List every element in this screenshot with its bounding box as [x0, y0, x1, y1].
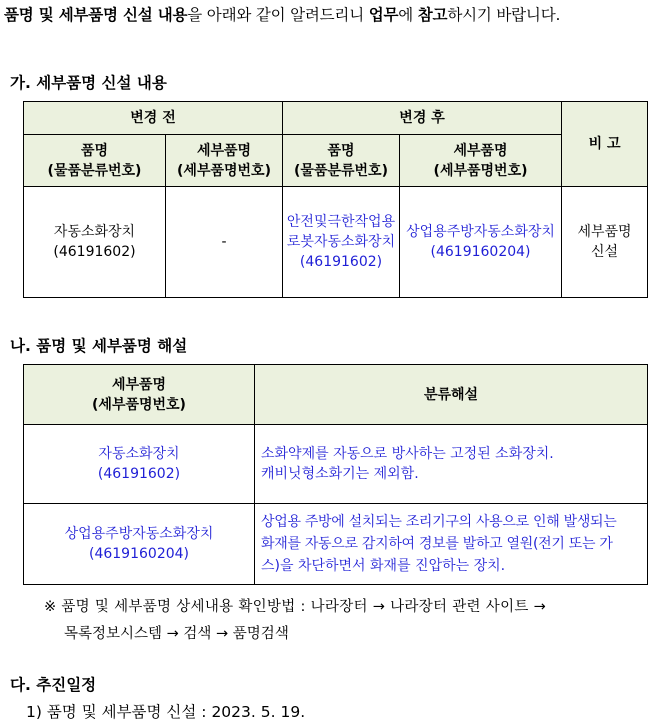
intro-text: 을 아래와 같이 알려드리니 [187, 6, 369, 24]
intro-text-2: 에 [398, 6, 418, 24]
classification-desc-cell: 상업용 주방에 설치되는 조리기구의 사용으로 인해 발생되는 화재를 자동으로 감지하여 경보를 발하고 열원(전기 또는 가 스)을 차단하면서 화재를 진압하는 장치. [255, 504, 648, 585]
note-line-2: 목록정보시스템 → 검색 → 품명검색 [64, 626, 289, 642]
before-detail-cell: - [166, 187, 283, 298]
subitem-name-cell: 자동소화장치 (46191602) [24, 425, 255, 504]
section-c-title: 다. 추진일정 [10, 676, 97, 694]
intro-text-3: 하시기 바랍니다. [447, 6, 561, 24]
classification-desc-cell: 소화약제를 자동으로 방사하는 고정된 소화장치. 캐비닛형소화기는 제외함. [255, 425, 648, 504]
intro-paragraph [4, 3, 560, 25]
header-subitem: 세부품명 (세부품명번호) [24, 365, 255, 425]
subheader-after-item: 품명 (물품분류번호) [283, 135, 400, 187]
subheader-before-item: 품명 (물품분류번호) [24, 135, 166, 187]
after-item-cell: 안전및극한작업용 로봇자동소화장치 (46191602) [283, 187, 400, 298]
table-row [24, 187, 648, 298]
intro-bold-work: 업무 [368, 6, 399, 24]
subheader-before-detail: 세부품명 (세부품명번호) [166, 135, 283, 187]
header-remark: 비 고 [562, 102, 648, 187]
before-item-cell: 자동소화장치 (46191602) [24, 187, 166, 298]
after-detail-cell: 상업용주방자동소화장치 (4619160204) [400, 187, 562, 298]
table-row [24, 504, 648, 585]
subitem-name-cell: 상업용주방자동소화장치 (4619160204) [24, 504, 255, 585]
schedule-item: 1) 품명 및 세부품명 신설 : 2023. 5. 19. [26, 703, 306, 721]
new-subitem-table [23, 101, 648, 298]
section-b-title: 나. 품명 및 세부품명 해설 [10, 337, 188, 355]
subheader-after-detail: 세부품명 (세부품명번호) [400, 135, 562, 187]
classification-table [23, 364, 648, 585]
header-classification: 분류해설 [255, 365, 648, 425]
note-line-1: ※ 품명 및 세부품명 상세내용 확인방법 : 나라장터 → 나라장터 관련 사이트 → [44, 599, 547, 615]
remark-cell: 세부품명 신설 [562, 187, 648, 298]
intro-bold-reference: 참고 [417, 6, 448, 24]
header-before: 변경 전 [24, 102, 283, 135]
header-after: 변경 후 [283, 102, 562, 135]
table-row [24, 425, 648, 504]
section-a-title: 가. 세부품명 신설 내용 [10, 74, 167, 92]
lookup-note [44, 594, 650, 648]
intro-bold-subject: 품명 및 세부품명 신설 내용 [4, 6, 188, 24]
